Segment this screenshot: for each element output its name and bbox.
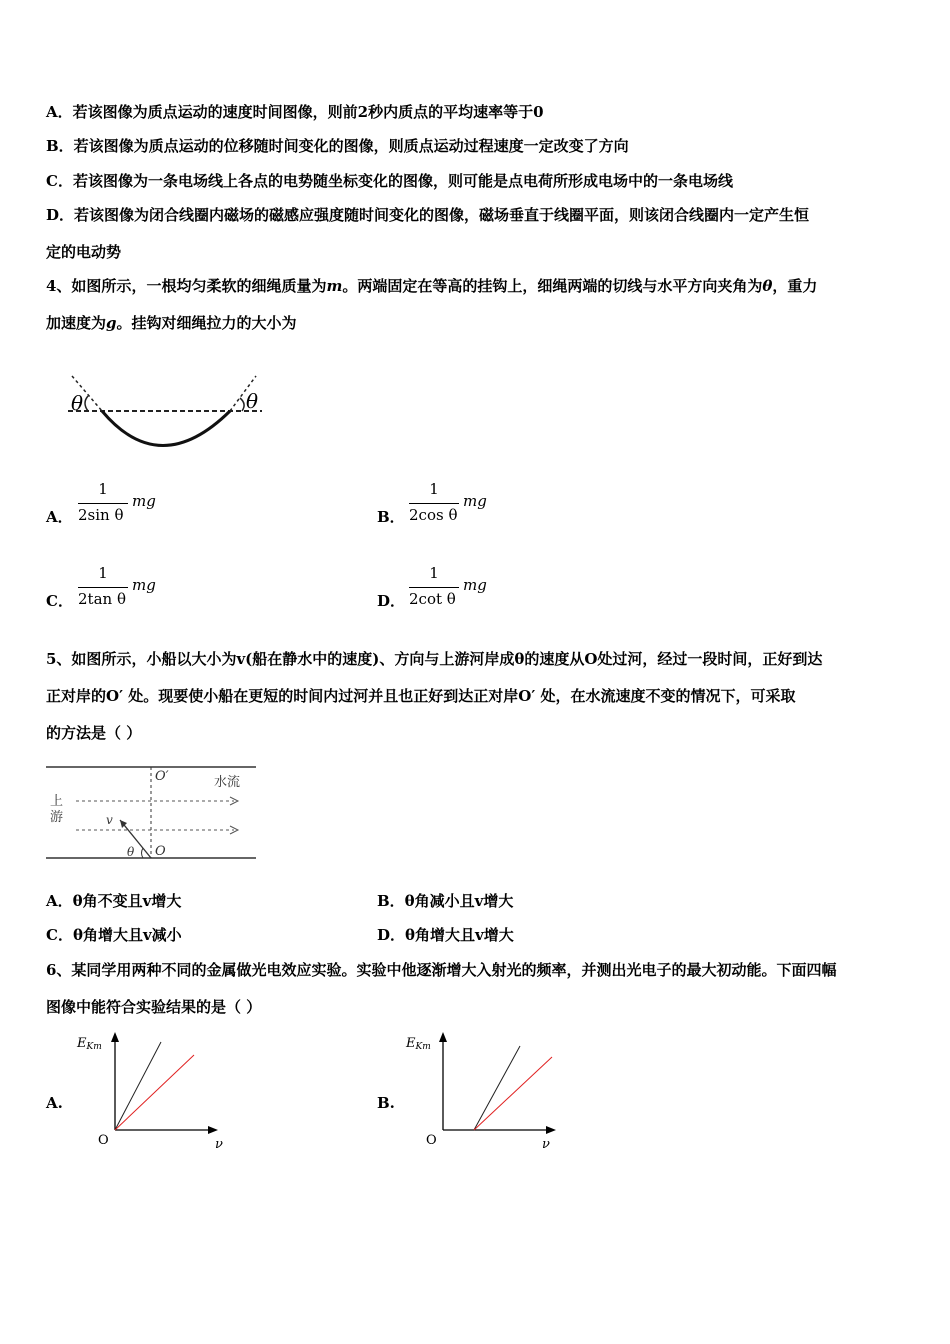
q5-o-label: O [155, 844, 166, 859]
q5-option-d: D．θ角增大且v增大 [377, 926, 514, 944]
q5-velocity-arrow [120, 820, 151, 858]
q6-graph-b-xlabel: ν [542, 1137, 550, 1152]
q3-option-d-line1: D．若该图像为闭合线圈内磁场的磁感应强度随时间变化的图像，磁场垂直于线圈平面，则该闭合线圈内一定产生恒 [46, 206, 810, 224]
q6-graph-a-origin: O [98, 1133, 109, 1148]
q5-water-flow-label: 水流 [214, 775, 241, 790]
q4-rope-curve [102, 411, 230, 446]
q4-theta-symbol: θ [762, 277, 773, 295]
q4-stem-text-b: 。两端固定在等高的挂钩上，细绳两端的切线与水平方向夹角为 [342, 277, 763, 295]
q4-stem-text-c: ，重力 [772, 277, 818, 295]
q4-stem-line1 [46, 276, 817, 296]
q4-option-a-mg: mg [132, 492, 156, 510]
q4-stem-text-e: 。挂钩对细绳拉力的大小为 [116, 314, 297, 332]
q6-option-b-label: B. [377, 1094, 395, 1112]
q4-option-c-mg: mg [132, 576, 156, 594]
q3-option-c: C．若该图像为一条电场线上各点的电势随坐标变化的图像，则可能是点电荷所形成电场中的一条电场线 [46, 172, 733, 190]
q4-option-a-denominator: 2sin θ [78, 506, 124, 524]
q6-graph-b-y-arrow [439, 1032, 447, 1042]
q4-gravity-symbol: g [106, 314, 117, 332]
q4-option-c-fraction-bar [78, 587, 128, 588]
q4-right-angle-label: θ [246, 389, 259, 413]
q4-option-d-fraction-bar [409, 587, 459, 588]
q5-o-prime-label: O′ [155, 769, 169, 784]
q3-option-a: A．若该图像为质点运动的速度时间图像，则前2秒内质点的平均速率等于0 [46, 103, 544, 121]
q6-graph-a-ylabel: EKm [77, 1036, 102, 1052]
q4-option-b-denominator: 2cos θ [409, 506, 458, 524]
q3-option-b: B．若该图像为质点运动的位移随时间变化的图像，则质点运动过程速度一定改变了方向 [46, 137, 629, 155]
q6-graph-a-y-arrow [111, 1032, 119, 1042]
q6-option-a-label: A. [46, 1094, 63, 1112]
q4-stem-text-a: 4、如图所示，一根均匀柔软的细绳质量为 [46, 277, 327, 295]
q4-option-a-label: A． [46, 508, 73, 526]
q6-stem-line1: 6、某同学用两种不同的金属做光电效应实验。实验中他逐渐增大入射光的频率，并测出光电子的最大初动能。下面四幅 [46, 961, 837, 979]
q4-option-b-label: B． [377, 508, 405, 526]
q4-option-d-numerator: 1 [429, 564, 439, 582]
q4-stem-text-d: 加速度为 [46, 314, 107, 332]
q6-graph-a-red-line [115, 1055, 194, 1130]
q4-option-d-label: D． [377, 592, 406, 610]
q6-stem-line2: 图像中能符合实验结果的是（ ） [46, 998, 262, 1016]
q6-graph-b-origin: O [426, 1133, 437, 1148]
q4-left-angle-label: θ [71, 391, 84, 415]
q4-stem-line2 [46, 313, 297, 333]
q5-upstream-label-bottom: 游 [50, 810, 64, 825]
q4-mass-symbol: m [326, 277, 343, 295]
q4-option-b-numerator: 1 [429, 480, 439, 498]
q4-rope-figure [62, 370, 272, 460]
q4-option-c-label: C． [46, 592, 73, 610]
q5-stem-line3: 的方法是（ ） [46, 724, 142, 742]
q4-option-c-numerator: 1 [98, 564, 108, 582]
q5-theta-arc [142, 848, 144, 858]
q4-option-c-denominator: 2tan θ [78, 590, 126, 608]
q5-theta-label: θ [127, 845, 135, 859]
q6-graph-b [402, 1030, 562, 1155]
q4-option-b-fraction-bar [409, 503, 459, 504]
q4-option-a-fraction-bar [78, 503, 128, 504]
q5-option-b: B．θ角减小且v增大 [377, 892, 514, 910]
q4-left-angle-arc [85, 396, 88, 411]
q6-graph-b-x-arrow [546, 1126, 556, 1134]
q5-stem-line1: 5、如图所示，小船以大小为v(船在静水中的速度)、方向与上游河岸成θ的速度从O处过河，经过一段时间，正好到达 [46, 650, 823, 668]
q6-graph-b-black-line [474, 1046, 520, 1130]
q5-option-a: A．θ角不变且v增大 [46, 892, 182, 910]
q6-graph-a-xlabel: ν [215, 1137, 223, 1152]
q5-option-c: C．θ角增大且v减小 [46, 926, 182, 944]
q5-v-label: v [106, 813, 113, 827]
q3-option-d-line2: 定的电动势 [46, 243, 122, 261]
q6-graph-a-black-line [115, 1042, 161, 1130]
q4-option-a-numerator: 1 [98, 480, 108, 498]
q5-upstream-label-top: 上 [50, 794, 64, 809]
q5-river-figure [44, 762, 259, 862]
q4-option-d-mg: mg [463, 576, 487, 594]
q4-right-angle-arc [240, 398, 244, 411]
q4-option-b-mg: mg [463, 492, 487, 510]
q4-option-d-denominator: 2cot θ [409, 590, 456, 608]
q5-stem-line2: 正对岸的O′ 处。现要使小船在更短的时间内过河并且也正好到达正对岸O′ 处，在水流速度不变的情况下，可采取 [46, 687, 796, 705]
q6-graph-a [72, 1030, 222, 1155]
q6-graph-b-red-line [474, 1057, 552, 1130]
q6-graph-a-x-arrow [208, 1126, 218, 1134]
q6-graph-b-ylabel: EKm [406, 1036, 431, 1052]
